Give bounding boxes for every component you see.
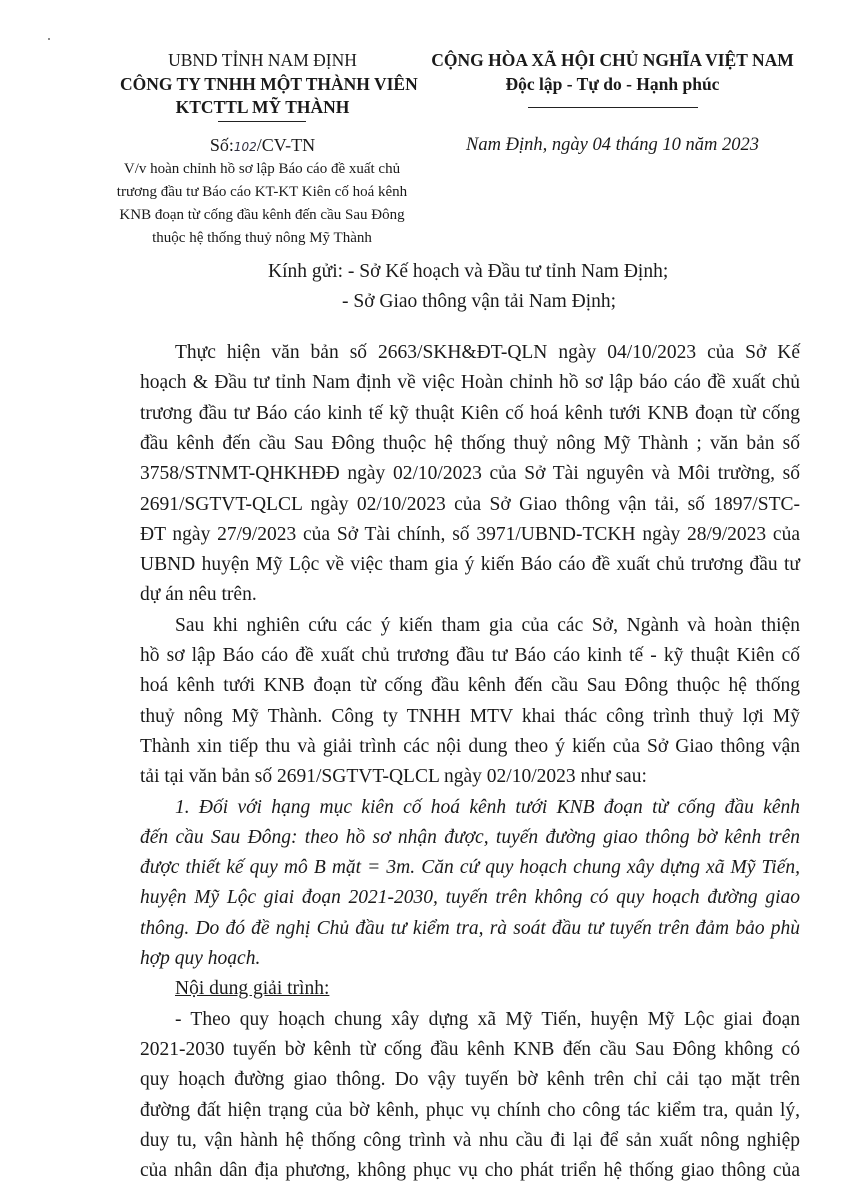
body-text-line: hồ sơ lập Báo cáo đề xuất chủ trương đầu tư Báo cáo kinh tế - kỹ thuật Kiên cố (140, 645, 800, 666)
company-name-line1: CÔNG TY TNHH MỘT THÀNH VIÊN (120, 74, 418, 94)
body-text-line: 2691/SGTVT-QLCL ngày 02/10/2023 của Sở Giao thông vận tải, số 1897/STC- (140, 493, 800, 515)
body-text-line: quy hoạch đường giao thông. Do vậy tuyến bờ kênh trên chỉ cải tạo mặt trên (140, 1069, 800, 1091)
body-text-line: Sau khi nghiên cứu các ý kiến tham gia của các Sở, Ngành và hoàn thiện (175, 614, 800, 636)
body-text-line: Thành xin tiếp thu và giải trình các nội dung theo ý kiến của Sở Giao thông vận (140, 735, 800, 757)
body-text-line: dự án nêu trên. (140, 584, 257, 606)
handwritten-number: 102 (233, 140, 257, 154)
section-heading-text: Nội dung giải trình: (175, 978, 330, 1000)
header-left-divider (218, 121, 306, 122)
body-text-line: đường đất hiện trạng của bờ kênh, phục vụ chính cho công tác kiểm tra, quản lý, (140, 1099, 800, 1121)
body-text-line: 2021-2030 tuyến bờ kênh từ cống đầu kênh KNB đến cầu Sau Đông không có (140, 1038, 800, 1060)
body-text-line: hợp quy hoạch. (140, 948, 261, 969)
body-text-line: được thiết kế quy mô B mặt = 3m. Căn cứ quy hoạch chung xây dựng xã Mỹ Tiến, (140, 857, 800, 879)
national-motto: Độc lập - Tự do - Hạnh phúc (505, 74, 720, 94)
number-prefix: Số: (209, 135, 234, 155)
body-text-line: - Theo quy hoạch chung xây dựng xã Mỹ Tiến, huyện Mỹ Lộc giai đoạn (175, 1008, 800, 1030)
document-number (140, 133, 385, 159)
body-text-line: duy tu, vận hành hệ thống công trình và nhu cầu đi lại để sản xuất nông nghiệp (140, 1129, 800, 1151)
body-text-line: 1. Đối với hạng mục kiên cố hoá kênh tưới KNB đoạn từ cống đầu kênh (175, 796, 800, 818)
body-text-line: ĐT ngày 27/9/2023 của Sở Tài chính, số 3971/UBND-TCKH ngày 28/9/2023 của (140, 523, 800, 545)
scan-speck (48, 38, 50, 40)
place-and-date: Nam Định, ngày 04 tháng 10 năm 2023 (466, 135, 759, 155)
recipient-2: - Sở Giao thông vận tải Nam Định; (342, 291, 617, 312)
body-text-line: hoạch & Đầu tư tỉnh Nam định về việc Hoàn chỉnh hồ sơ lập báo cáo đề xuất chủ (140, 372, 800, 394)
body-text-line: UBND huyện Mỹ Lộc về việc tham gia ý kiến Báo cáo đề xuất chủ trương đầu tư (140, 554, 800, 576)
body-text-line: thuỷ nông Mỹ Thành. Công ty TNHH MTV khai thác công trình thuỷ lợi Mỹ (140, 705, 800, 727)
subject-line-4: thuộc hệ thống thuỷ nông Mỹ Thành (152, 230, 372, 246)
body-text-line: 3758/STNMT-QHKHĐĐ ngày 02/10/2023 của Sở Tài nguyên và Môi trường, số (140, 463, 800, 485)
body-text-line: đầu kênh đến cầu Sau Đông thuộc hệ thống thuỷ nông Mỹ Thành ; văn bản số (140, 432, 800, 454)
company-name-line2: KTCTTL MỸ THÀNH (175, 97, 350, 117)
authority-name: UBND TỈNH NAM ĐỊNH (168, 50, 357, 70)
body-text-line: hoá kênh tưới KNB đoạn từ cống đầu kênh đến cầu Sau Đông thuộc hệ thống (140, 675, 800, 697)
body-text-line: trương đầu tư Báo cáo kinh tế kỹ thuật Kiên cố hoá kênh tưới KNB đoạn từ cống (140, 402, 800, 424)
body-text-line: thông. Do đó đề nghị Chủ đầu tư kiểm tra, rà soát đầu tư tuyến trên đảm bảo phù (140, 917, 800, 939)
body-text-line: Thực hiện văn bản số 2663/SKH&ĐT-QLN ngày 04/10/2023 của Sở Kế (175, 342, 800, 363)
body-text-line: tải tại văn bản số 2691/SGTVT-QLCL ngày 02/10/2023 như sau: (140, 766, 647, 788)
nation-name: CỘNG HÒA XÃ HỘI CHỦ NGHĨA VIỆT NAM (431, 50, 794, 70)
subject-line-1: V/v hoàn chỉnh hồ sơ lập Báo cáo đề xuất chủ (123, 161, 401, 177)
body-text-line: huyện Mỹ Lộc giai đoạn 2021-2030, tuyến trên không có quy hoạch đường giao (140, 887, 800, 909)
number-suffix: /CV-TN (256, 135, 316, 155)
header-right-divider (528, 107, 698, 108)
subject-line-2: trương đầu tư Báo cáo KT-KT Kiên cố hoá kênh (116, 184, 408, 200)
section-heading (175, 975, 800, 1003)
subject-line-3: KNB đoạn từ cống đầu kênh đến cầu Sau Đông (119, 207, 405, 223)
recipient-1: Kính gửi: - Sở Kế hoạch và Đầu tư tỉnh Nam Định; (268, 261, 669, 282)
body-text-line: của nhân dân địa phương, không phục vụ cho phát triển hệ thống giao thông của (140, 1160, 800, 1182)
body-text-line: đến cầu Sau Đông: theo hồ sơ nhận được, tuyến đường giao thông bờ kênh trên (140, 826, 800, 848)
